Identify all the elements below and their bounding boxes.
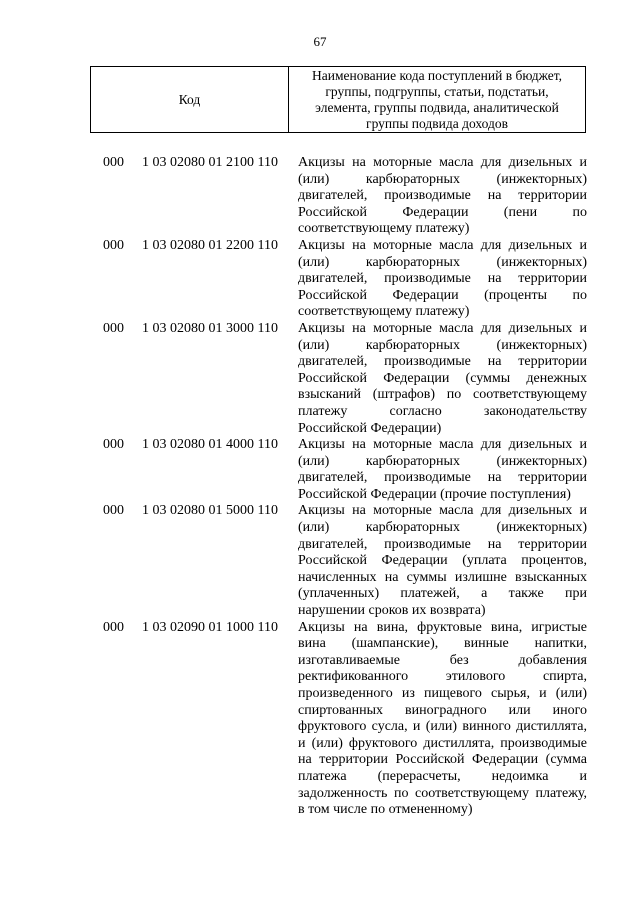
- income-description: [298, 620, 587, 819]
- description-line: фруктового сусла, и (или) винного дистиллята,: [298, 719, 587, 735]
- description-line: Российской Федерации (уплата процентов,: [298, 553, 587, 569]
- description-line: двигателей, производимые на территории: [298, 188, 587, 204]
- description-line: (или) карбюраторных (инжекторных): [298, 453, 587, 469]
- description-line: двигателей, производимые на территории: [298, 354, 587, 370]
- description-line: Акцизы на моторные масла для дизельных и: [298, 437, 587, 453]
- description-line: произведенного из пищевого сырья, и (или): [298, 686, 587, 701]
- header-name-line: элемента, группы подвида, аналитической: [315, 100, 559, 115]
- admin-code: 000: [103, 503, 124, 519]
- description-line: изготавливаемые без добавления: [298, 652, 587, 668]
- income-code-list: [0, 155, 640, 819]
- income-description: [298, 437, 587, 503]
- header-name-line: группы, подгруппы, статьи, подстатьи,: [325, 84, 549, 99]
- description-line: Акцизы на вина, фруктовые вина, игристые: [298, 619, 587, 635]
- header-name-line: группы подвида доходов: [366, 116, 508, 131]
- description-line: Российской Федерации): [298, 420, 442, 436]
- table-header: [90, 66, 586, 133]
- description-line: ректификованного этилового спирта,: [298, 669, 587, 685]
- header-name-line: Наименование кода поступлений в бюджет,: [311, 68, 562, 83]
- income-code-row: [0, 155, 640, 238]
- description-line: нарушении сроков их возврата): [298, 603, 486, 619]
- description-line: двигателей, производимые на территории: [298, 470, 587, 486]
- description-line: и (или) фруктового дистиллята, производимые: [298, 735, 587, 751]
- description-line: Российской Федерации (пени по: [298, 204, 587, 220]
- description-line: двигателей, производимые на территории: [298, 536, 587, 552]
- description-line: соответствующему платежу): [298, 304, 470, 320]
- description-line: Российской Федерации (проценты по: [298, 287, 587, 303]
- description-line: (или) карбюраторных (инжекторных): [298, 337, 587, 353]
- admin-code: 000: [103, 155, 124, 170]
- budget-classification-code: 1 03 02080 01 3000 110: [142, 320, 278, 336]
- income-code-row: [0, 503, 640, 619]
- income-code-row: [0, 437, 640, 503]
- description-line: соответствующему платежу): [298, 221, 470, 237]
- income-description: [298, 155, 587, 238]
- description-line: Российской Федерации (прочие поступления): [298, 486, 571, 502]
- admin-code: 000: [103, 237, 124, 253]
- income-code-row: [0, 238, 640, 321]
- description-line: задолженность по соответствующему платежу,: [298, 785, 587, 801]
- page-number: 67: [313, 34, 327, 49]
- budget-classification-code: 1 03 02080 01 4000 110: [142, 437, 278, 453]
- description-line: (или) карбюраторных (инжекторных): [298, 254, 587, 270]
- budget-classification-code: 1 03 02080 01 5000 110: [142, 503, 278, 519]
- income-description: [298, 321, 587, 437]
- budget-classification-code: 1 03 02080 01 2200 110: [142, 237, 278, 253]
- description-line: начисленных на суммы излишне взысканных: [298, 569, 587, 585]
- description-line: на территории Российской Федерации (сумма: [298, 752, 587, 768]
- income-description: [298, 503, 587, 619]
- admin-code: 000: [103, 437, 124, 453]
- description-line: Акцизы на моторные масла для дизельных и: [298, 237, 587, 253]
- description-line: двигателей, производимые на территории: [298, 271, 587, 287]
- income-code-row: [0, 620, 640, 819]
- description-line: (или) карбюраторных (инжекторных): [298, 520, 587, 536]
- description-line: платежа (перерасчеты, недоимка и: [298, 768, 587, 784]
- budget-classification-code: 1 03 02090 01 1000 110: [142, 619, 278, 635]
- budget-classification-code: 1 03 02080 01 2100 110: [142, 155, 278, 170]
- description-line: спиртованных виноградного или иного: [298, 702, 587, 718]
- description-line: в том числе по отмененному): [298, 802, 473, 818]
- description-line: Акцизы на моторные масла для дизельных и: [298, 503, 587, 519]
- income-description: [298, 238, 587, 321]
- description-line: Акцизы на моторные масла для дизельных и: [298, 320, 587, 336]
- description-line: платежу согласно законодательству: [298, 403, 587, 419]
- description-line: Акцизы на моторные масла для дизельных и: [298, 155, 587, 170]
- header-code-cell: Код: [91, 67, 289, 132]
- description-line: (или) карбюраторных (инжекторных): [298, 171, 587, 187]
- header-name-cell: [289, 67, 585, 132]
- income-code-row: [0, 321, 640, 437]
- admin-code: 000: [103, 619, 124, 635]
- description-line: (уплаченных) платежей, а также при: [298, 586, 587, 602]
- description-line: взысканий (штрафов) по соответствующему: [298, 387, 587, 403]
- admin-code: 000: [103, 320, 124, 336]
- description-line: Российской Федерации (суммы денежных: [298, 370, 587, 386]
- description-line: вина (шампанские), винные напитки,: [298, 636, 587, 652]
